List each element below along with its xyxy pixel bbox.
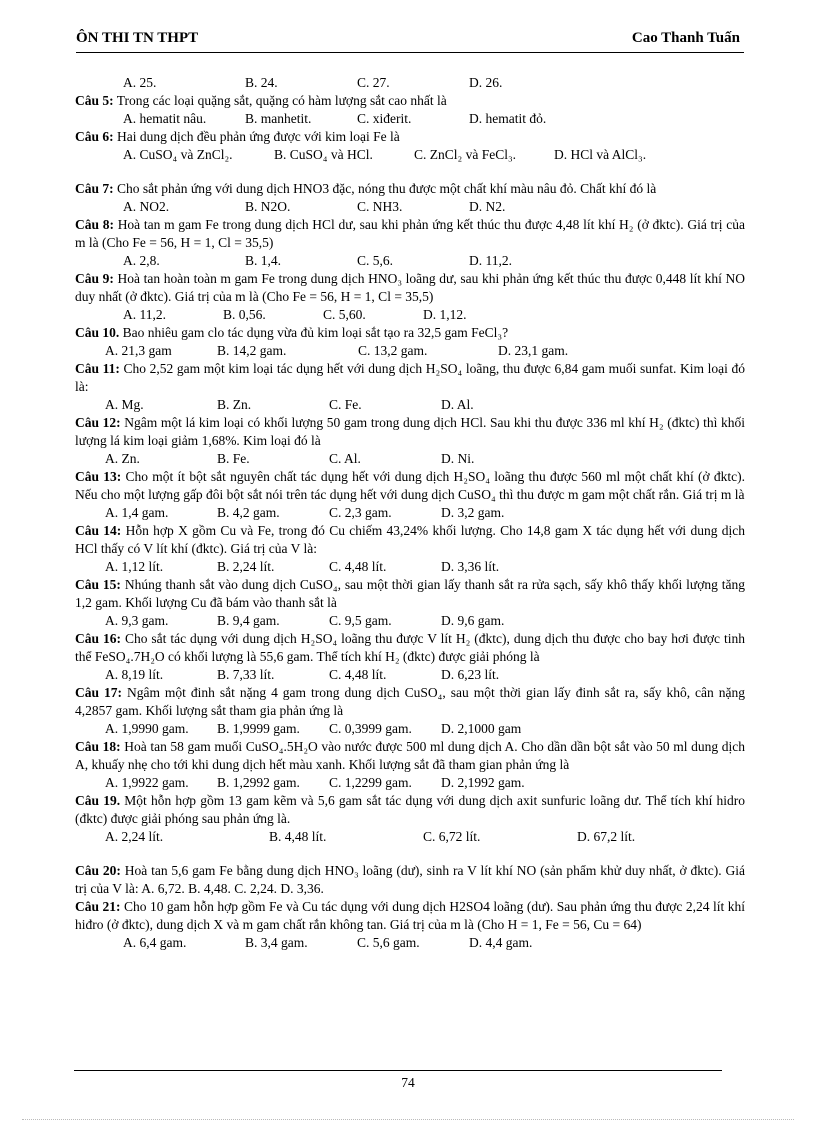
page-header — [76, 28, 744, 53]
answer-option — [123, 306, 223, 324]
answer-option — [441, 504, 553, 522]
question-label: Câu 9: — [75, 271, 114, 286]
option-value: 3,36 lít. — [457, 559, 500, 574]
option-key: D. — [469, 75, 483, 90]
question-block — [75, 128, 745, 164]
answer-option — [441, 666, 553, 684]
answer-option — [441, 558, 553, 576]
answer-options — [75, 934, 745, 952]
option-value: N2O. — [260, 199, 291, 214]
answer-options — [75, 252, 745, 270]
question-label: Câu 5: — [75, 93, 114, 108]
option-key: C. — [357, 935, 370, 950]
option-key: C. — [357, 253, 370, 268]
question-stem: Ngâm một lá kim loại có khối lượng 50 gam trong dung dịch HCl. Sau khi thu được 336 ml khí H₂ (đktc) thì khối lượng lá kim loại giảm 1,68%. Kim loại đó là — [75, 415, 745, 448]
answer-option — [105, 558, 217, 576]
option-value: 1,2992 gam. — [232, 775, 300, 790]
option-key: D. — [441, 721, 455, 736]
option-value: 6,72 lít. — [438, 829, 481, 844]
question-stem: Cho 2,52 gam một kim loại tác dụng hết với dung dịch H₂SO₄ loãng, thu được 6,84 gam muối sunfat. Kim loại đó là: — [75, 361, 746, 394]
option-value: Fe. — [232, 451, 250, 466]
question-block — [75, 216, 745, 270]
answer-options — [75, 74, 745, 92]
question-label: Câu 17: — [75, 685, 122, 700]
answer-option — [441, 612, 553, 630]
answer-option — [223, 306, 323, 324]
question-block — [75, 180, 745, 216]
option-key: C. — [329, 667, 342, 682]
question-block — [75, 522, 745, 576]
answer-option — [217, 558, 329, 576]
answer-option — [105, 396, 217, 414]
option-key: A. — [105, 343, 119, 358]
option-key: A. — [123, 147, 137, 162]
option-key: B. — [217, 397, 230, 412]
answer-option — [105, 504, 217, 522]
answer-option — [323, 306, 423, 324]
option-key: D. — [441, 505, 455, 520]
answer-option — [441, 396, 553, 414]
option-key: A. — [105, 721, 119, 736]
option-value: 1,12. — [439, 307, 467, 322]
question-text — [75, 522, 745, 558]
answer-option — [105, 774, 217, 792]
answer-options — [75, 396, 745, 414]
option-key: A. — [105, 775, 119, 790]
answer-option — [441, 774, 553, 792]
option-key: A. — [123, 199, 137, 214]
question-stem: Cho một ít bột sắt nguyên chất tác dụng hết với dung dịch H₂SO₄ loãng thu được 560 ml một chất khí (ở đktc). Nếu cho một lượng gấp đôi bột sắt nói trên tác dụng hết với dung dịch CuSO₄ thì thu được m gam một chất rắn. Giá trị m là — [75, 469, 745, 502]
option-key: C. — [414, 147, 427, 162]
question-stem: Cho 10 gam hỗn hợp gồm Fe và Cu tác dụng với dung dịch H2SO4 loãng (dư). Sau phản ứng thu được 2,24 lít khí hiđro (ở đktc), dung dịch X và m gam chất rắn không tan. Giá trị của m là (Cho H = 1, Fe = 56, Cu = 64) — [75, 899, 745, 932]
option-value: 23,1 gam. — [514, 343, 569, 358]
option-value: Mg. — [121, 397, 144, 412]
question-stem: Hai dung dịch đều phản ứng được với kim loại Fe là — [117, 129, 400, 144]
option-value: 1,12 lít. — [121, 559, 164, 574]
option-key: A. — [123, 253, 137, 268]
answer-option — [469, 198, 581, 216]
answer-option — [554, 146, 674, 164]
question-block — [75, 898, 745, 952]
answer-option — [269, 828, 423, 846]
option-key: C. — [329, 559, 342, 574]
answer-option — [441, 450, 553, 468]
option-value: HCl và AlCl₃. — [570, 147, 647, 162]
question-label: Câu 10. — [75, 325, 120, 340]
question-label: Câu 13: — [75, 469, 122, 484]
option-value: NH3. — [372, 199, 403, 214]
spacer — [75, 846, 745, 862]
question-stem: Hoà tan hoàn toàn m gam Fe trong dung dịch HNO₃ loãng dư, sau khi phản ứng kết thúc thu được 0,448 lít khí NO duy nhất (ở đktc). Giá trị của m là (Cho Fe = 56, H = 1, Cl = 35,5) — [75, 271, 745, 304]
answer-option — [357, 198, 469, 216]
option-key: C. — [323, 307, 336, 322]
question-block — [75, 92, 745, 128]
option-key: C. — [329, 721, 342, 736]
option-value: 14,2 gam. — [232, 343, 287, 358]
answer-options — [75, 774, 745, 792]
option-key: D. — [441, 451, 455, 466]
option-value: 2,8. — [139, 253, 160, 268]
option-value: 11,2. — [139, 307, 166, 322]
option-value: 21,3 gam — [121, 343, 172, 358]
question-label: Câu 20: — [75, 863, 121, 878]
question-list — [75, 74, 745, 952]
option-value: 11,2. — [485, 253, 512, 268]
answer-option — [469, 110, 581, 128]
option-value: 0,56. — [238, 307, 266, 322]
option-value: 4,4 gam. — [485, 935, 533, 950]
option-key: D. — [577, 829, 591, 844]
question-text — [75, 92, 745, 110]
answer-option — [329, 720, 441, 738]
question-stem: Hoà tan 58 gam muối CuSO₄.5H₂O vào nước được 500 ml dung dịch A. Cho dần dần bột sắt vào 50 ml dung dịch A, khuấy nhẹ cho tới khi dung dịch hết màu xanh. Khối lượng sắt đã tham gian phản ứng là — [75, 739, 745, 772]
option-key: B. — [217, 667, 230, 682]
question-block — [75, 414, 745, 468]
answer-option — [245, 74, 357, 92]
question-label: Câu 12: — [75, 415, 121, 430]
answer-option — [217, 666, 329, 684]
answer-options — [75, 306, 745, 324]
option-key: B. — [217, 451, 230, 466]
page-number: 74 — [401, 1075, 415, 1090]
option-value: Zn. — [232, 397, 252, 412]
option-key: C. — [329, 397, 342, 412]
option-key: B. — [217, 559, 230, 574]
option-value: 6,23 lít. — [457, 667, 500, 682]
option-value: 5,60. — [338, 307, 366, 322]
answer-option — [123, 110, 245, 128]
answer-options — [75, 612, 745, 630]
question-stem: Một hỗn hợp gồm 13 gam kẽm và 5,6 gam sắt tác dụng với dung dịch axit sunfuric loãng dư. Thể tích khí hidro (đktc) được giải phóng sau phản ứng là. — [75, 793, 745, 826]
question-label: Câu 16: — [75, 631, 121, 646]
answer-option — [274, 146, 414, 164]
answer-option — [217, 342, 358, 360]
option-value: 2,1000 gam — [457, 721, 522, 736]
answer-option — [105, 720, 217, 738]
answer-option — [105, 342, 217, 360]
question-text — [75, 270, 745, 306]
option-value: 1,9922 gam. — [121, 775, 189, 790]
header-title: ÔN THI TN THPT — [76, 30, 199, 46]
answer-options — [75, 450, 745, 468]
question-text — [75, 468, 745, 504]
option-key: D. — [469, 199, 483, 214]
answer-options — [75, 198, 745, 216]
question-text — [75, 630, 745, 666]
option-value: 1,4. — [260, 253, 282, 268]
answer-option — [357, 252, 469, 270]
option-value: 9,4 gam. — [232, 613, 280, 628]
option-key: A. — [105, 829, 119, 844]
option-value: xiđerit. — [372, 111, 412, 126]
option-key: A. — [123, 307, 137, 322]
question-block — [75, 684, 745, 738]
answer-option — [217, 396, 329, 414]
question-stem: Bao nhiêu gam clo tác dụng vừa đủ kim loại sắt tạo ra 32,5 gam FeCl₃? — [122, 325, 509, 340]
option-key: A. — [105, 397, 119, 412]
question-label: Câu 8: — [75, 217, 114, 232]
option-value: 5,6. — [372, 253, 394, 268]
option-value: 2,3 gam. — [344, 505, 392, 520]
option-key: C. — [358, 343, 371, 358]
answer-option — [217, 720, 329, 738]
option-key: B. — [217, 505, 230, 520]
answer-option — [217, 612, 329, 630]
option-value: 0,3999 gam. — [344, 721, 412, 736]
question-stem: Cho sắt tác dụng với dung dịch H₂SO₄ loãng thu được V lít H₂ (đktc), dung dịch thu được cho bay hơi được tinh thể FeSO₄.7H₂O có khối lượng là 55,6 gam. Thể tích khí H₂ (đktc) được giải phóng là — [75, 631, 746, 664]
answer-option — [357, 110, 469, 128]
answer-option — [469, 74, 581, 92]
answer-option — [217, 450, 329, 468]
answer-option — [105, 666, 217, 684]
question-stem: Hoà tan m gam Fe trong dung dịch HCl dư, sau khi phản ứng kết thúc thu được 4,48 lít khí H₂ (ở đktc). Giá trị của m là (Cho Fe = 56, H = 1, Cl = 35,5) — [75, 217, 745, 250]
question-text — [75, 180, 745, 198]
question-stem: Hoà tan 5,6 gam Fe bằng dung dịch HNO₃ loãng (dư), sinh ra V lít khí NO (sản phẩm khử duy nhất, ở đktc). Giá trị của V là: A. 6,72. B. 4,48. C. 2,24. D. 3,36. — [75, 863, 745, 896]
option-key: B. — [217, 721, 230, 736]
option-key: B. — [245, 253, 258, 268]
question-label: Câu 21: — [75, 899, 121, 914]
option-key: B. — [217, 775, 230, 790]
answer-option — [329, 774, 441, 792]
option-value: 3,2 gam. — [457, 505, 505, 520]
option-value: 6,4 gam. — [139, 935, 187, 950]
option-key: D. — [423, 307, 437, 322]
answer-option — [423, 306, 523, 324]
option-key: A. — [123, 75, 137, 90]
option-value: 4,48 lít. — [344, 667, 387, 682]
question-block — [75, 468, 745, 522]
option-key: B. — [245, 75, 258, 90]
question-stem: Cho sắt phản ứng với dung dịch HNO3 đặc, nóng thu được một chất khí màu nâu đỏ. Chất khí đó là — [117, 181, 657, 196]
question-label: Câu 18: — [75, 739, 121, 754]
answer-option — [329, 450, 441, 468]
answer-options — [75, 558, 745, 576]
answer-option — [498, 342, 618, 360]
option-key: C. — [357, 199, 370, 214]
answer-options — [75, 342, 745, 360]
question-stem: Trong các loại quặng sắt, quặng có hàm lượng sắt cao nhất là — [116, 93, 447, 108]
option-value: 4,48 lít. — [344, 559, 387, 574]
option-value: 1,2299 gam. — [344, 775, 412, 790]
option-key: B. — [217, 343, 230, 358]
answer-option — [329, 666, 441, 684]
option-value: 25. — [139, 75, 157, 90]
option-value: manhetit. — [260, 111, 312, 126]
option-key: A. — [105, 667, 119, 682]
answer-option — [245, 198, 357, 216]
answer-option — [245, 110, 357, 128]
option-key: A. — [105, 451, 119, 466]
answer-option — [123, 252, 245, 270]
option-value: ZnCl₂ và FeCl₃. — [429, 147, 517, 162]
header-author: Cao Thanh Tuấn — [631, 30, 740, 46]
option-value: CuSO₄ và HCl. — [289, 147, 373, 162]
answer-options — [75, 504, 745, 522]
answer-option — [577, 828, 697, 846]
question-label: Câu 6: — [75, 129, 114, 144]
answer-option — [329, 612, 441, 630]
question-stem: Hỗn hợp X gồm Cu và Fe, trong đó Cu chiếm 43,24% khối lượng. Cho 14,8 gam X tác dụng hết với dung dịch HCl thấy có V lít khí (đktc). Giá trị của V là: — [75, 523, 745, 556]
question-text — [75, 898, 745, 934]
option-key: A. — [105, 505, 119, 520]
option-key: D. — [554, 147, 568, 162]
question-text — [75, 216, 745, 252]
option-key: D. — [498, 343, 512, 358]
option-key: C. — [423, 829, 436, 844]
option-key: A. — [123, 935, 137, 950]
option-value: 9,6 gam. — [457, 613, 505, 628]
question-block — [75, 270, 745, 324]
question-text — [75, 414, 745, 450]
option-value: 9,5 gam. — [344, 613, 392, 628]
option-value: 13,2 gam. — [373, 343, 428, 358]
answer-option — [123, 934, 245, 952]
option-key: A. — [105, 559, 119, 574]
option-value: 67,2 lít. — [593, 829, 636, 844]
question-text — [75, 128, 745, 146]
question-block — [75, 862, 745, 898]
option-key: C. — [329, 451, 342, 466]
question-text — [75, 862, 745, 898]
answer-option — [329, 504, 441, 522]
question-text — [75, 576, 745, 612]
answer-options — [75, 146, 745, 164]
option-value: 2,1992 gam. — [457, 775, 525, 790]
question-block — [75, 792, 745, 846]
option-value: NO2. — [139, 199, 170, 214]
option-value: 4,2 gam. — [232, 505, 280, 520]
answer-option — [441, 720, 553, 738]
answer-option — [105, 828, 269, 846]
question-stem: Ngâm một đinh sắt nặng 4 gam trong dung dịch CuSO₄, sau một thời gian lấy đinh sắt ra, sấy khô, cân nặng 4,2857 gam. Khối lượng sắt tham gia phản ứng là — [75, 685, 746, 718]
answer-option — [414, 146, 554, 164]
option-value: 2,24 lít. — [121, 829, 164, 844]
question-block — [75, 738, 745, 792]
question-text — [75, 738, 745, 774]
answer-options — [75, 666, 745, 684]
option-key: B. — [223, 307, 236, 322]
answer-option — [123, 198, 245, 216]
answer-option — [105, 612, 217, 630]
answer-option — [217, 774, 329, 792]
option-key: D. — [441, 397, 455, 412]
option-value: 1,4 gam. — [121, 505, 169, 520]
page-edge-dotted-line — [22, 1119, 794, 1120]
option-value: 24. — [260, 75, 278, 90]
answer-option — [357, 934, 469, 952]
question-block — [75, 576, 745, 630]
spacer — [75, 164, 745, 180]
option-key: B. — [245, 111, 258, 126]
question-block — [75, 360, 745, 414]
answer-option — [329, 558, 441, 576]
option-key: C. — [329, 775, 342, 790]
option-key: C. — [357, 111, 370, 126]
answer-option — [469, 252, 581, 270]
question-text — [75, 792, 745, 828]
question-stem: Nhúng thanh sắt vào dung dịch CuSO₄, sau một thời gian lấy thanh sắt ra rửa sạch, sấy khô thấy khối lượng tăng 1,2 gam. Khối lượng Cu đã bám vào thanh sắt là — [75, 577, 745, 610]
answer-option — [123, 74, 245, 92]
option-key: C. — [329, 505, 342, 520]
option-key: D. — [469, 111, 483, 126]
option-value: 1,9999 gam. — [232, 721, 300, 736]
question-text — [75, 684, 745, 720]
option-value: 26. — [485, 75, 503, 90]
option-key: D. — [441, 559, 455, 574]
question-label: Câu 11: — [75, 361, 120, 376]
answer-option — [358, 342, 498, 360]
question-block — [75, 630, 745, 684]
answer-option — [123, 146, 274, 164]
question-label: Câu 15: — [75, 577, 121, 592]
answer-option — [469, 934, 581, 952]
question-block — [75, 324, 745, 360]
answer-option — [245, 252, 357, 270]
answer-option — [329, 396, 441, 414]
question-label: Câu 7: — [75, 181, 114, 196]
option-value: hematit nâu. — [139, 111, 207, 126]
option-key: B. — [245, 935, 258, 950]
option-value: 7,33 lít. — [232, 667, 275, 682]
option-value: 2,24 lít. — [232, 559, 275, 574]
option-key: B. — [269, 829, 282, 844]
option-value: 27. — [372, 75, 390, 90]
option-key: D. — [441, 667, 455, 682]
option-value: Al. — [344, 451, 361, 466]
option-key: B. — [274, 147, 287, 162]
option-value: N2. — [485, 199, 506, 214]
option-key: D. — [469, 253, 483, 268]
answer-options — [75, 110, 745, 128]
answer-option — [217, 504, 329, 522]
option-value: 3,4 gam. — [260, 935, 308, 950]
answer-option — [423, 828, 577, 846]
option-key: C. — [357, 75, 370, 90]
question-text — [75, 324, 745, 342]
answer-option — [245, 934, 357, 952]
question-label: Câu 19. — [75, 793, 121, 808]
option-key: B. — [245, 199, 258, 214]
option-key: D. — [469, 935, 483, 950]
footer-divider — [74, 1070, 722, 1071]
option-value: Zn. — [121, 451, 140, 466]
option-value: 9,3 gam. — [121, 613, 169, 628]
question-block — [75, 74, 745, 92]
answer-options — [75, 720, 745, 738]
answer-option — [105, 450, 217, 468]
option-value: 5,6 gam. — [372, 935, 420, 950]
option-key: D. — [441, 775, 455, 790]
option-value: hematit đỏ. — [485, 111, 547, 126]
option-value: 4,48 lít. — [284, 829, 327, 844]
option-key: A. — [123, 111, 137, 126]
answer-option — [357, 74, 469, 92]
question-text — [75, 360, 745, 396]
option-key: B. — [217, 613, 230, 628]
option-value: 8,19 lít. — [121, 667, 164, 682]
option-key: C. — [329, 613, 342, 628]
option-key: A. — [105, 613, 119, 628]
option-value: CuSO₄ và ZnCl₂. — [139, 147, 233, 162]
option-value: Fe. — [344, 397, 362, 412]
option-value: 1,9990 gam. — [121, 721, 189, 736]
option-value: Al. — [456, 397, 474, 412]
option-key: D. — [441, 613, 455, 628]
question-label: Câu 14: — [75, 523, 122, 538]
answer-options — [75, 828, 745, 846]
option-value: Ni. — [457, 451, 475, 466]
